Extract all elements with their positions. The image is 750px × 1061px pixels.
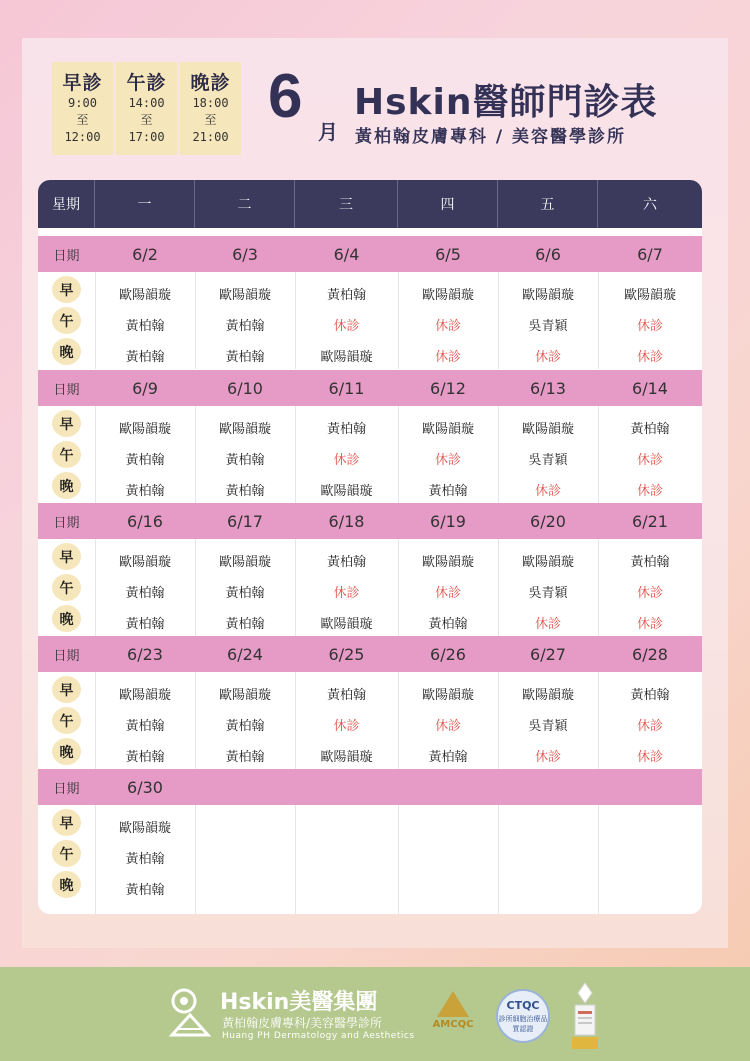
date-cell: 6/24	[227, 644, 263, 664]
week-slots-block	[38, 272, 702, 369]
brand-logo-icon	[168, 987, 212, 1037]
doctor-name: 吳青穎	[528, 719, 568, 734]
doctor-name: 黃柏翰	[125, 750, 165, 765]
hours-start: 18:00	[192, 96, 229, 110]
closed-label: 休診	[534, 617, 561, 632]
week-slots-block	[38, 406, 702, 503]
closed-label: 休診	[534, 750, 561, 765]
hours-title: 早診	[62, 72, 103, 94]
hours-to: 至	[76, 113, 89, 127]
weekday-2: 二	[195, 180, 295, 228]
date-row-label: 日期	[53, 248, 80, 264]
hours-title: 午診	[126, 72, 167, 94]
closed-label: 休診	[333, 453, 360, 468]
slot-badge: 晚	[52, 605, 81, 632]
closed-label: 休診	[434, 319, 461, 334]
date-cell: 6/26	[430, 644, 466, 664]
doctor-name: 歐陽韻璇	[521, 688, 574, 703]
column-divider	[398, 805, 399, 914]
brand-subtitle: 黃柏翰皮膚專科/美容醫學診所	[222, 1016, 383, 1030]
weekday-1: 一	[95, 180, 195, 228]
doctor-name: 黃柏翰	[428, 750, 468, 765]
hours-morning	[52, 62, 113, 155]
schedule-table	[38, 180, 702, 914]
date-cell: 6/3	[232, 244, 258, 264]
closed-label: 休診	[534, 484, 561, 499]
doctor-name: 黃柏翰	[326, 688, 366, 703]
week-slots-block	[38, 539, 702, 636]
doctor-name: 黃柏翰	[225, 617, 265, 632]
footer	[0, 967, 750, 1061]
doctor-name: 吳青穎	[528, 586, 568, 601]
closed-label: 休診	[636, 319, 663, 334]
slot-badge: 晚	[52, 738, 81, 765]
doctor-name: 黃柏翰	[225, 750, 265, 765]
doctor-name: 黃柏翰	[630, 555, 670, 570]
weekday-3: 三	[295, 180, 398, 228]
date-cell: 6/23	[127, 644, 163, 664]
closed-label: 休診	[434, 719, 461, 734]
doctor-name: 黃柏翰	[630, 422, 670, 437]
closed-label: 休診	[434, 350, 461, 365]
award-trophy-icon	[568, 981, 602, 1053]
closed-label: 休診	[434, 586, 461, 601]
amcqc-badge	[425, 991, 481, 1049]
doctor-name: 歐陽韻璇	[421, 422, 474, 437]
closed-label: 休診	[636, 719, 663, 734]
doctor-name: 歐陽韻璇	[118, 821, 171, 836]
ctqc-sub: 診所細胞治療品質認證	[498, 1015, 548, 1033]
doctor-name: 歐陽韻璇	[218, 422, 271, 437]
doctor-name: 黃柏翰	[225, 719, 265, 734]
doctor-name: 歐陽韻璇	[218, 288, 271, 303]
closed-label: 休診	[636, 586, 663, 601]
date-row	[38, 636, 702, 672]
doctor-name: 歐陽韻璇	[521, 555, 574, 570]
doctor-name: 黃柏翰	[326, 422, 366, 437]
closed-label: 休診	[333, 586, 360, 601]
doctor-name: 黃柏翰	[630, 688, 670, 703]
doctor-name: 吳青穎	[528, 453, 568, 468]
closed-label: 休診	[636, 750, 663, 765]
ctqc-label: CTQC	[506, 999, 540, 1012]
hours-to: 至	[204, 113, 217, 127]
amcqc-label: AMCQC	[432, 1019, 474, 1030]
doctor-name: 歐陽韻璇	[320, 484, 373, 499]
date-cell: 6/12	[430, 378, 466, 398]
doctor-name: 歐陽韻璇	[421, 555, 474, 570]
month-label: 月	[318, 120, 338, 144]
doctor-name: 黃柏翰	[326, 555, 366, 570]
ctqc-badge	[496, 989, 550, 1043]
closed-label: 休診	[636, 617, 663, 632]
slot-badge: 午	[52, 307, 81, 334]
slot-badge: 午	[52, 574, 81, 601]
weekday-4: 四	[398, 180, 498, 228]
doctor-name: 歐陽韻璇	[320, 617, 373, 632]
doctor-name: 歐陽韻璇	[118, 555, 171, 570]
doctor-name: 黃柏翰	[125, 883, 165, 898]
doctor-name: 黃柏翰	[225, 350, 265, 365]
doctor-name: 歐陽韻璇	[623, 288, 676, 303]
closed-label: 休診	[636, 453, 663, 468]
date-cell: 6/6	[535, 244, 561, 264]
doctor-name: 黃柏翰	[225, 453, 265, 468]
hours-evening	[180, 62, 241, 155]
date-cell: 6/19	[430, 511, 466, 531]
doctor-name: 黃柏翰	[125, 453, 165, 468]
closed-label: 休診	[534, 350, 561, 365]
column-divider	[598, 672, 599, 769]
doctor-name: 歐陽韻璇	[320, 350, 373, 365]
column-divider	[598, 539, 599, 636]
hours-end: 21:00	[192, 130, 229, 144]
slot-badge: 午	[52, 707, 81, 734]
column-divider	[598, 272, 599, 369]
slot-badge: 早	[52, 276, 81, 303]
hours-afternoon	[116, 62, 177, 155]
brand-english: Huang PH Dermatology and Aesthetics	[222, 1031, 415, 1041]
weekday-header-label: 星期	[38, 180, 95, 228]
date-cell: 6/13	[530, 378, 566, 398]
hours-end: 17:00	[128, 130, 165, 144]
week-slots-block	[38, 805, 702, 914]
slot-badge: 早	[52, 410, 81, 437]
doctor-name: 黃柏翰	[125, 484, 165, 499]
hours-to: 至	[140, 113, 153, 127]
slot-badge: 晚	[52, 871, 81, 898]
slot-badge: 晚	[52, 472, 81, 499]
slot-badge: 早	[52, 676, 81, 703]
doctor-name: 黃柏翰	[428, 484, 468, 499]
slot-badge: 午	[52, 441, 81, 468]
doctor-name: 吳青穎	[528, 319, 568, 334]
doctor-name: 歐陽韻璇	[118, 288, 171, 303]
doctor-name: 黃柏翰	[125, 586, 165, 601]
date-cell: 6/25	[328, 644, 365, 664]
doctor-name: 黃柏翰	[125, 617, 165, 632]
doctor-name: 歐陽韻璇	[521, 288, 574, 303]
date-cell: 6/30	[127, 777, 163, 797]
date-cell: 6/27	[530, 644, 566, 664]
hours-start: 9:00	[68, 96, 97, 110]
doctor-name: 黃柏翰	[125, 319, 165, 334]
doctor-name: 黃柏翰	[225, 319, 265, 334]
doctor-name: 黃柏翰	[125, 719, 165, 734]
column-divider	[598, 805, 599, 914]
doctor-name: 黃柏翰	[326, 288, 366, 303]
doctor-name: 黃柏翰	[225, 484, 265, 499]
date-cell: 6/21	[632, 511, 668, 531]
date-cell: 6/17	[227, 511, 263, 531]
page-title: Hskin醫師門診表	[354, 82, 658, 123]
slot-badge: 早	[52, 809, 81, 836]
date-row	[38, 370, 702, 406]
date-cell: 6/11	[328, 378, 365, 398]
date-row-label: 日期	[53, 382, 80, 398]
date-row	[38, 769, 702, 805]
slot-badge: 早	[52, 543, 81, 570]
weekday-6: 六	[643, 197, 657, 213]
closed-label: 休診	[636, 484, 663, 499]
slot-badge: 晚	[52, 338, 81, 365]
closed-label: 休診	[333, 319, 360, 334]
date-cell: 6/28	[632, 644, 668, 664]
weekday-header-row	[38, 180, 702, 228]
hours-end: 12:00	[64, 130, 101, 144]
doctor-name: 黃柏翰	[225, 586, 265, 601]
date-cell: 6/5	[435, 244, 461, 264]
date-cell: 6/2	[132, 244, 158, 264]
closed-label: 休診	[434, 453, 461, 468]
month-number: 6	[268, 62, 303, 131]
doctor-name: 黃柏翰	[428, 617, 468, 632]
clinic-name: 黃柏翰皮膚專科 / 美容醫學診所	[355, 127, 627, 147]
doctor-name: 歐陽韻璇	[218, 688, 271, 703]
date-cell: 6/10	[227, 378, 263, 398]
doctor-name: 黃柏翰	[125, 852, 165, 867]
date-cell: 6/18	[328, 511, 365, 531]
date-row	[38, 236, 702, 272]
hours-start: 14:00	[128, 96, 165, 110]
doctor-name: 歐陽韻璇	[218, 555, 271, 570]
brand-name: Hskin美醫集團	[220, 990, 378, 1015]
date-row-label: 日期	[53, 648, 80, 664]
date-cell: 6/16	[127, 511, 163, 531]
column-divider	[195, 805, 196, 914]
amcqc-icon	[437, 991, 469, 1017]
doctor-name: 歐陽韻璇	[118, 688, 171, 703]
hours-title: 晚診	[190, 72, 231, 94]
doctor-name: 歐陽韻璇	[521, 422, 574, 437]
date-cell: 6/20	[530, 511, 566, 531]
doctor-name: 歐陽韻璇	[421, 288, 474, 303]
clinic-hours	[52, 62, 241, 155]
doctor-name: 歐陽韻璇	[320, 750, 373, 765]
date-cell: 6/14	[632, 378, 668, 398]
column-divider	[295, 805, 296, 914]
date-cell: 6/9	[132, 378, 158, 398]
date-row-label: 日期	[53, 781, 80, 797]
doctor-name: 歐陽韻璇	[421, 688, 474, 703]
closed-label: 休診	[333, 719, 360, 734]
doctor-name: 黃柏翰	[125, 350, 165, 365]
weekday-5: 五	[498, 180, 598, 228]
date-cell: 6/4	[333, 244, 360, 264]
date-cell: 6/7	[637, 244, 663, 264]
slot-badge: 午	[52, 840, 81, 867]
closed-label: 休診	[636, 350, 663, 365]
doctor-name: 歐陽韻璇	[118, 422, 171, 437]
column-divider	[598, 406, 599, 503]
date-row	[38, 503, 702, 539]
date-row-label: 日期	[53, 515, 80, 531]
week-slots-block	[38, 672, 702, 769]
column-divider	[498, 805, 499, 914]
